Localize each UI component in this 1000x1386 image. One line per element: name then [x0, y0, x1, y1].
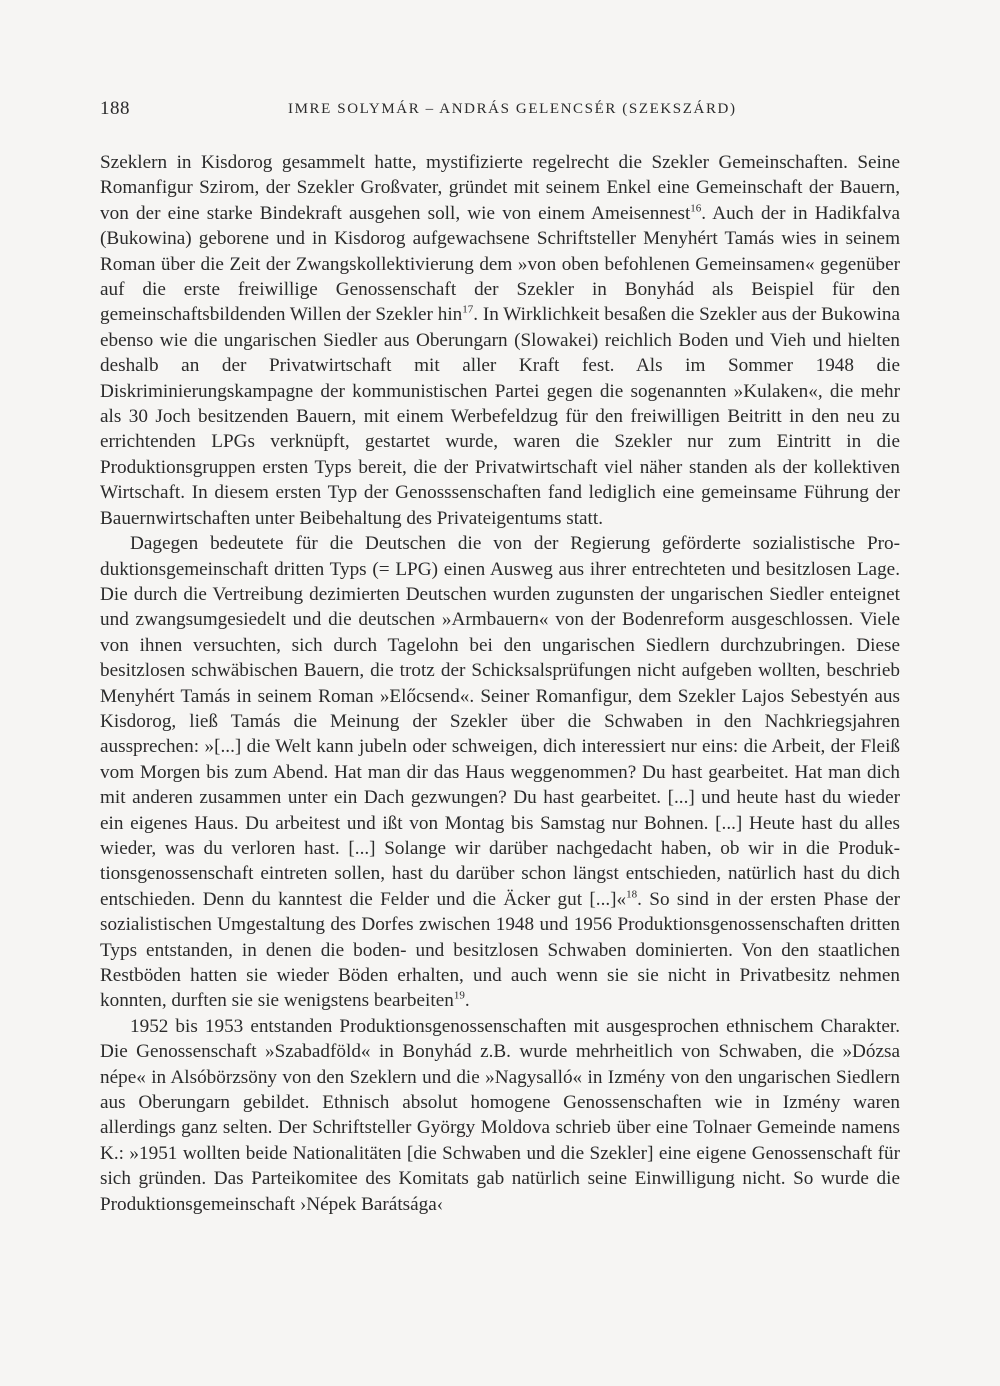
footnote-ref: 18 — [626, 888, 638, 901]
footnote-ref: 19 — [453, 990, 465, 1003]
text-run: 1952 bis 1953 entstanden Produktionsgenossenschaften mit ausgesprochen ethnischem Charakter. Die Genossenschaft »Szabadföld« in Bonyhád z.B. wurde mehrheitlich von Schwaben, die »Dózsa népe« in Alsóbörzsöny von den Szeklern und die »Nagysalló« in Izmény von den ungarischen Siedlern aus Oberungarn gebildet. Ethnisch absolut homogene Genossenschaften wie in Izmény waren allerdings ganz selten. Der Schriftsteller György Moldova schrieb über eine Tolnaer Gemeinde namens K.: »1951 wollten beide Nationalitäten [die Schwaben und die Szekler] eine eigene Genossenschaft für sich gründen. Das Parteikomitee des Komitats gab natürlich seine Einwilligung nicht. So wurde die Produktionsgemeinschaft ›Népek Barátsága‹ — [100, 1015, 900, 1215]
paragraph-1 — [100, 150, 900, 531]
page-header — [100, 98, 900, 126]
paragraph-3 — [100, 1014, 900, 1217]
paragraph-2 — [100, 531, 900, 1014]
text-run: . — [464, 990, 470, 1012]
text-run: Dagegen bedeutete für die Deutschen die von der Regierung geförderte sozialistische Produktionsgemeinschaft dritten Typs (= LPG) einen Ausweg aus ihrer entrechteten und besitzlosen Lage. Die durch die Vertreibung dezimierten Deutschen wurden zugunsten der ungarischen Siedler enteignet und zwangsumgesiedelt und die deutschen »Armbauern« von der Bodenreform ausgeschlossen. Viele von ihnen versuchten, sich durch Tagelohn bei den ungarischen Siedlern durchzubringen. Diese besitzlosen schwäbischen Bauern, die trotz der Schicksalsprüfungen nicht aufgeben wollten, beschrieb Menyhért Tamás in seinem Roman »Előcsend«. Seiner Romanfigur, dem Szekler Lajos Sebestyén aus Kisdorog, ließ Tamás die Meinung der Szekler über die Schwaben in den Nachkriegsjahren aussprechen: »[...] die Welt kann jubeln oder schweigen, dich interessiert nur eins: die Arbeit, der Fleiß vom Morgen bis zum Abend. Hat man dir das Haus weggenommen? Du hast gearbeitet. Hat man dich mit anderen zusammen unter ein Dach gezwungen? Du hast gearbeitet. [...] und heute hast du wieder ein eigenes Haus. Du arbeitest und ißt von Montag bis Samstag nur Bohnen. [...] Heute hast du alles wieder, was du verloren hast. [...] Solange wir darüber nachgedacht haben, ob wir in die Produktionsgenossenschaft eintreten sollen, hast du darüber schon längst entschieden, natürlich hast du dich entschieden. Denn du kanntest die Felder und die Äcker gut [...]« — [100, 533, 900, 910]
text-run: Szeklern in Kisdorog gesammelt hatte, mystifizierte regelrecht die Szekler Gemeinschaften. Seine Romanfigur Szirom, der Szekler Großvater, gründet mit seinem Enkel eine Gemeinschaft der Bauern, von der eine starke Bindekraft ausgehen soll, wie von einem Ameisennest — [100, 152, 900, 224]
text-run: . In Wirklichkeit besaßen die Szekler aus der Bukowina ebenso wie die ungarischen Siedler aus Oberungarn (Slowakei) reichlich Boden und Vieh und hielten deshalb an der Privatwirtschaft mit aller Kraft fest. Als im Sommer 1948 die Diskriminierungskampagne der kommunistischen Partei gegen die sogenannten »Kulaken«, die mehr als 30 Joch besitzenden Bauern, mit einem Werbefeldzug für den freiwilligen Beitritt in den neu zu errichtenden LPGs verknüpft, gestartet wurde, waren die Szekler nur zum Eintritt in die Produktionsgruppen ersten Typs bereit, die der Privatwirtschaft viel näher standen als der kollektiven Wirtschaft. In diesem ersten Typ der Genosssenschaften fand lediglich eine gemeinsame Führung der Bauernwirtschaften unter Beibehaltung des Privateigentums statt. — [100, 304, 900, 529]
running-head: IMRE SOLYMÁR – ANDRÁS GELENCSÉR (SZEKSZÁRD) — [288, 101, 737, 117]
page-number: 188 — [100, 98, 130, 119]
footnote-ref: 17 — [462, 304, 474, 317]
text-run: . Auch der in Hadikfalva (Bukowina) geborene und in Kisdorog aufgewachsene Schriftsteller Menyhért Tamás wies in seinem Roman über die Zeit der Zwangskollektivierung dem »von oben befohlenen Gemeinsamen« gegenüber auf die erste freiwillige Genossenschaft der Szekler in Bonyhád als Beispiel für den gemeinschaftsbildenden Willen der Szekler hin — [100, 202, 900, 326]
body-text — [100, 150, 900, 1217]
footnote-ref: 16 — [690, 202, 702, 215]
text-run: . So sind in der ersten Phase der sozialistischen Umgestaltung des Dorfes zwischen 1948 und 1956 Produktionsgenossenschaften dritten Typs entstanden, in denen die boden- und besitzlosen Schwaben dominierten. Von den staatlichen Restböden hatten sie wieder Böden erhalten, und auch wenn sie sie nicht in Privatbesitz nehmen konnten, durften sie sie wenigstens bearbeiten — [100, 888, 900, 1012]
